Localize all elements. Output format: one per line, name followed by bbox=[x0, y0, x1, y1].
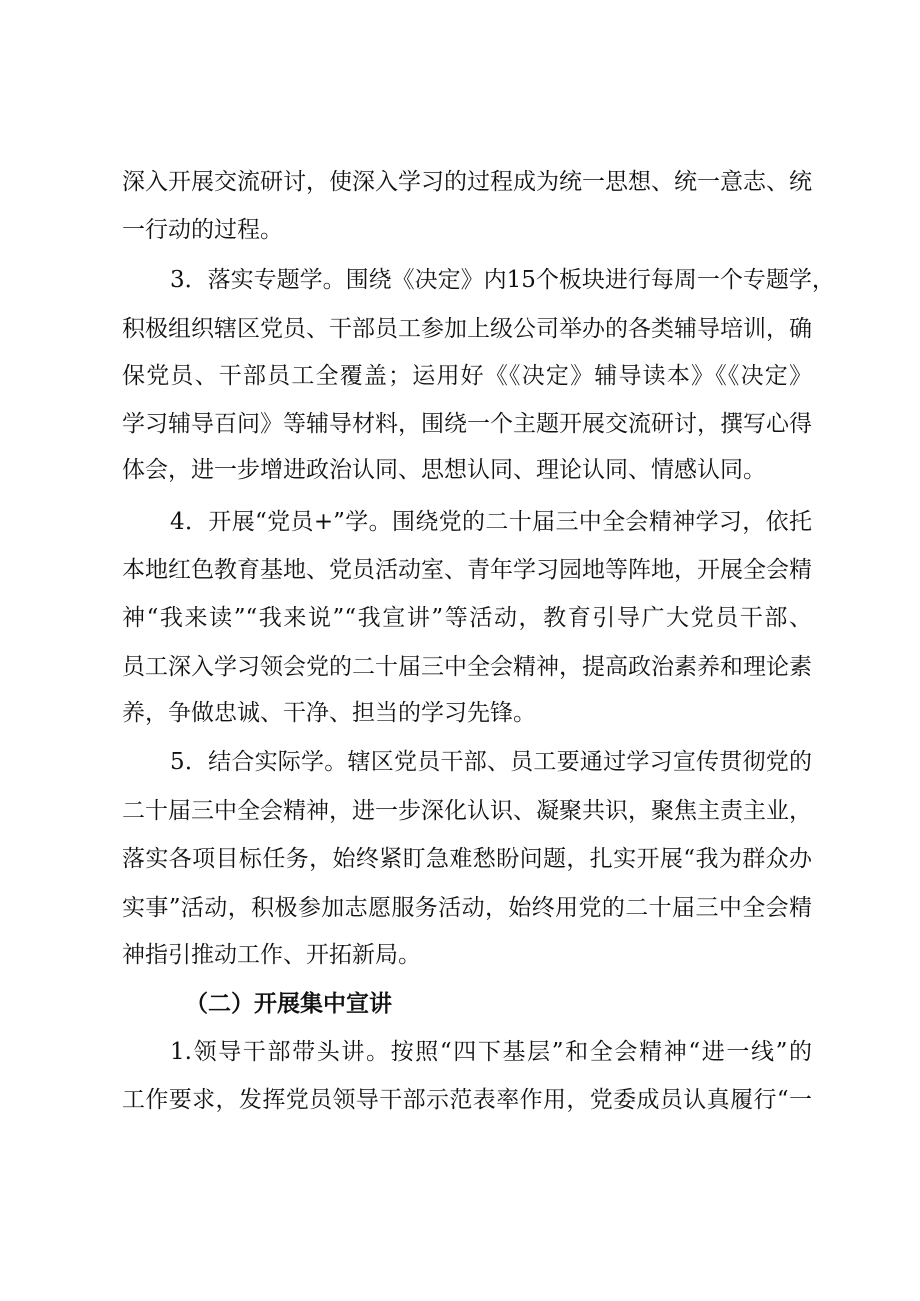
paragraph-line: 员工深入学习领会党的二十届三中全会精神，提高政治素养和理论素 bbox=[122, 654, 812, 680]
item-1-title-line: 1.领导干部带头讲。按照“四下基层”和全会精神“进一线”的 bbox=[170, 1039, 812, 1065]
paragraph-line: 体会，进一步增进政治认同、思想认同、理论认同、情感认同。 bbox=[122, 457, 766, 483]
paragraph-line: 一行动的过程。 bbox=[122, 217, 283, 243]
paragraph-line: 保党员、干部员工全覆盖；运用好《《决定》辅导读本》《《决定》 bbox=[122, 363, 812, 389]
paragraph-line: 实事”活动，积极参加志愿服务活动，始终用党的二十届三中全会精 bbox=[122, 895, 812, 921]
item-4-title-line: 4．开展“党员+”学。围绕党的二十届三中全会精神学习，依托 bbox=[170, 509, 812, 535]
paragraph-line: 神“我来读”“我来说”“我宣讲”等活动，教育引导广大党员干部、 bbox=[122, 605, 812, 631]
item-3-title-line: 3．落实专题学。围绕《决定》内15个板块进行每周一个专题学， bbox=[170, 267, 835, 293]
paragraph-line: 工作要求，发挥党员领导干部示范表率作用，党委成员认真履行“一 bbox=[122, 1087, 812, 1113]
paragraph-line: 深入开展交流研讨，使深入学习的过程成为统一思想、统一意志、统 bbox=[122, 169, 812, 195]
paragraph-line: 养，争做忠诚、干净、担当的学习先锋。 bbox=[122, 700, 536, 726]
paragraph-line: 积极组织辖区党员、干部员工参加上级公司举办的各类辅导培训，确 bbox=[122, 316, 812, 342]
item-5-title-line: 5．结合实际学。辖区党员干部、员工要通过学习宣传贯彻党的 bbox=[170, 749, 812, 775]
paragraph-line: 落实各项目标任务，始终紧盯急难愁盼问题，扎实开展“我为群众办 bbox=[122, 846, 812, 872]
paragraph-line: 神指引推动工作、开拓新局。 bbox=[122, 942, 421, 968]
paragraph-line: 本地红色教育基地、党员活动室、青年学习园地等阵地，开展全会精 bbox=[122, 557, 812, 583]
paragraph-line: 学习辅导百问》等辅导材料，围绕一个主题开展交流研讨，撰写心得 bbox=[122, 411, 812, 437]
section-heading: （二）开展集中宣讲 bbox=[185, 990, 392, 1017]
paragraph-line: 二十届三中全会精神，进一步深化认识、凝聚共识，聚焦主责主业， bbox=[122, 798, 812, 824]
